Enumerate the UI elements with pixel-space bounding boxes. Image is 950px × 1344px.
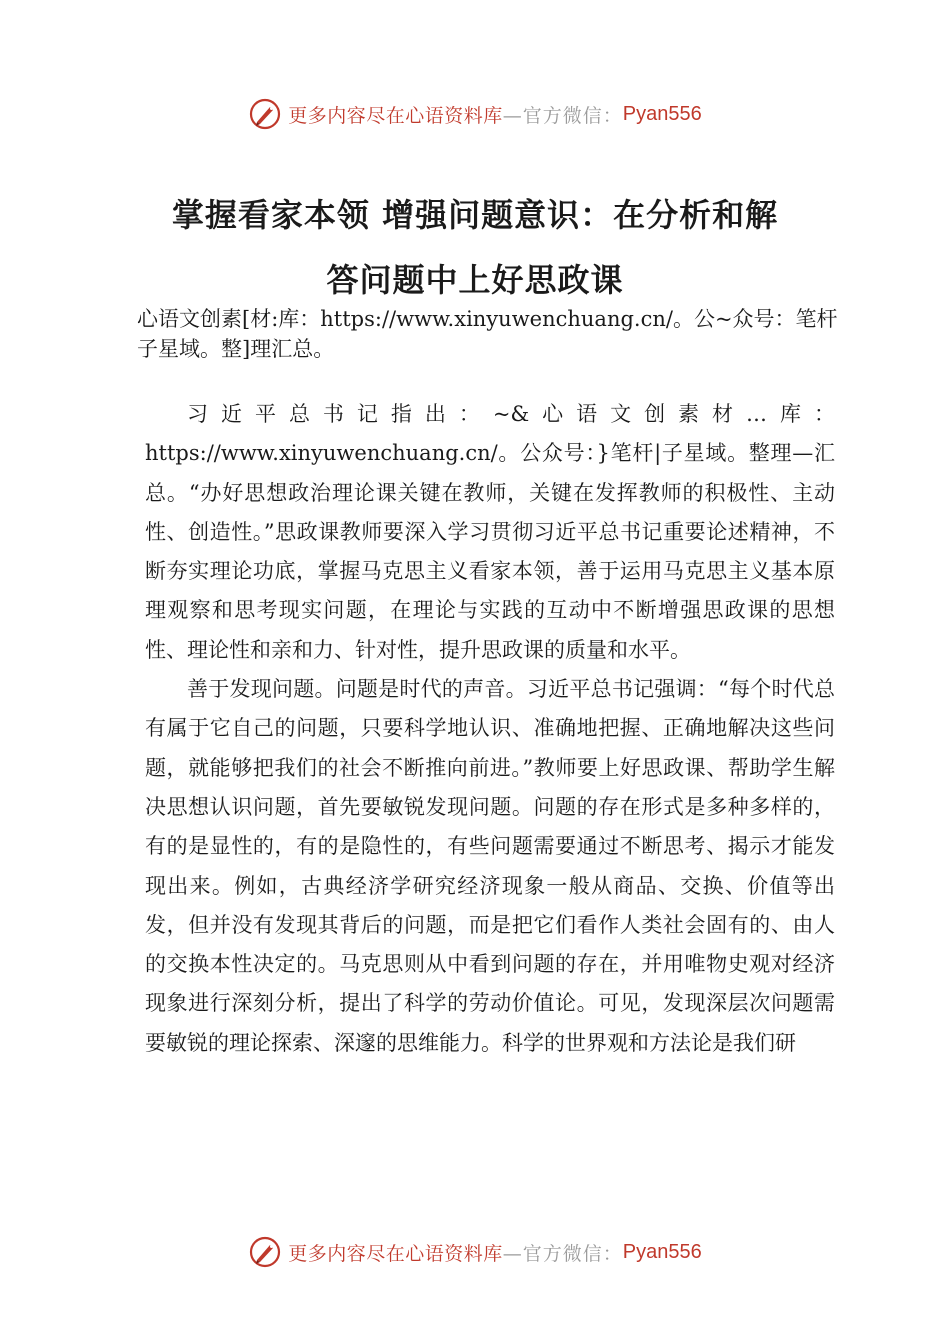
banner-text: 更多内容尽在心语资料库 (288, 1242, 503, 1265)
banner-wechat-id: Pyan556 (622, 102, 702, 125)
banner-suffix: —官方微信： (502, 104, 623, 127)
banner-text: 更多内容尽在心语资料库 (288, 104, 503, 127)
paragraph: 习近平总书记指出：~&心语文创素材…库：https://www.xinyuwenchuang.cn/。公众号：}笔杆|子星域。整理—汇总。“办好思想政治理论课关键在教师，关键在发挥教师的积极性、主动性、创造性。”思政课教师要深入学习贯彻习近平总书记重要论述精神，不断夯实理论功底，掌握马克思主义看家本领，善于运用马克思主义基本原理观察和思考现实问题，在理论与实践的互动中不断增强思政课的思想性、理论性和亲和力、针对性，提升思政课的质量和水平。 (145, 402, 835, 662)
footer-banner (0, 1232, 950, 1272)
paragraph: 善于发现问题。问题是时代的声音。习近平总书记强调：“每个时代总有属于它自己的问题，只要科学地认识、准确地把握、正确地解决这些问题，就能够把我们的社会不断推向前进。”教师要上好思政课、帮助学生解决思想认识问题，首先要敏锐发现问题。问题的存在形式是多种多样的，有的是显性的，有的是隐性的，有些问题需要通过不断思考、揭示才能发现出来。例如，古典经济学研究经济现象一般从商品、交换、价值等出发，但并没有发现其背后的问题，而是把它们看作人类社会固有的、由人的交换本性决定的。马克思则从中看到问题的存在，并用唯物史观对经济现象进行深刻分析，提出了科学的劳动价值论。可见，发现深层次问题需要敏锐的理论探索、深邃的思维能力。科学的世界观和方法论是我们研 (145, 677, 835, 1055)
document-title-line-1: 掌握看家本领 增强问题意识：在分析和解 (171, 196, 779, 234)
banner-suffix: —官方微信： (502, 1242, 623, 1265)
pen-logo-icon (248, 1235, 282, 1269)
header-banner (0, 94, 950, 134)
document-title-line-2: 答问题中上好思政课 (326, 261, 624, 299)
document-body (145, 395, 835, 1063)
source-note: 心语文创素[材:库：https://www.xinyuwenchuang.cn/。公~众号：笔杆子星域。整]理汇总。 (137, 307, 838, 361)
pen-logo-icon (248, 97, 282, 131)
banner-wechat-id: Pyan556 (622, 1240, 702, 1263)
